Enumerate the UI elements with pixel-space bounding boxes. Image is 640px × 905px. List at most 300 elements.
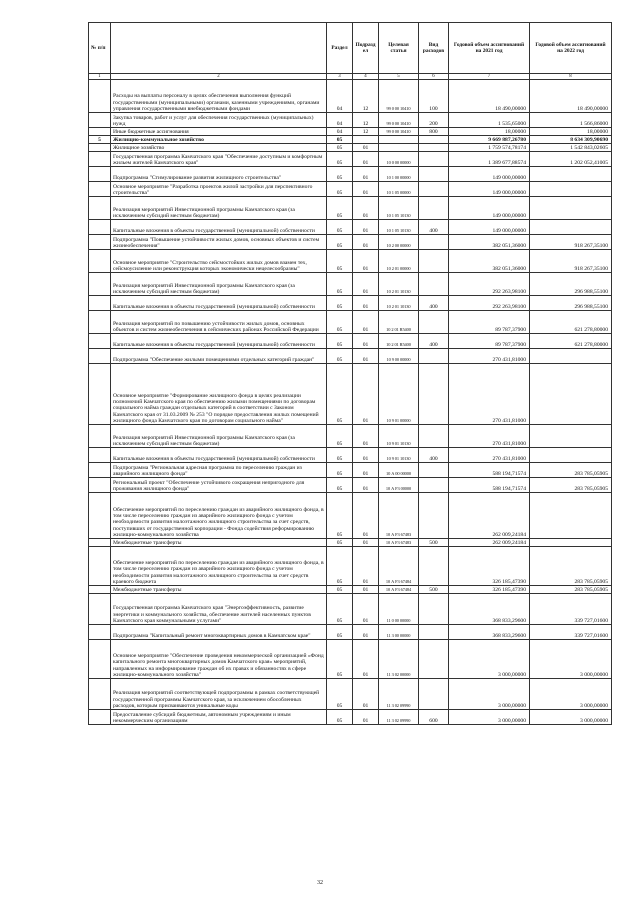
row-amount-2022: [530, 182, 612, 197]
row-amount-2021: 292 263,98100: [449, 273, 530, 296]
row-amount-2022: 18 490,00000: [530, 80, 612, 113]
row-amount-2022: [530, 349, 612, 364]
row-podrazdel: 12: [353, 113, 379, 128]
row-target-article: 10 0 00 00000: [379, 152, 419, 167]
row-number: [89, 594, 111, 625]
row-amount-2022: 283 785,05905: [530, 478, 612, 493]
row-number: [89, 197, 111, 220]
row-amount-2021: 149 000,00000: [449, 182, 530, 197]
row-amount-2022: [530, 493, 612, 539]
table-row: [89, 128, 612, 136]
row-target-article: [379, 144, 419, 152]
row-name: Региональный проект "Обеспечение устойчивого сокращения непригодного для проживания жилищного фонда": [111, 478, 327, 493]
table-row: [89, 679, 612, 710]
row-name: Реализация мероприятий Инвестиционной программы Камчатского края (за исключением субсидий местным бюджетам): [111, 425, 327, 448]
row-number: [89, 182, 111, 197]
row-amount-2021: 1 759 574,78174: [449, 144, 530, 152]
row-podrazdel: 01: [353, 425, 379, 448]
row-amount-2022: 339 727,01600: [530, 594, 612, 625]
table-row: [89, 640, 612, 679]
row-razdel: 05: [327, 625, 353, 640]
row-podrazdel: 01: [353, 547, 379, 586]
row-name: Основное мероприятие "Обеспечение проведения некоммерческой организацией «Фонд капитального ремонта многоквартирных домов Камчатского края» мероприятий, направленных на информирование граждан об их правах и обязанностях в сфере жилищно-коммунального хозяйства": [111, 640, 327, 679]
row-expense-type: [419, 136, 449, 144]
row-podrazdel: 01: [353, 478, 379, 493]
row-razdel: 05: [327, 144, 353, 152]
row-razdel: 05: [327, 640, 353, 679]
row-expense-type: [419, 167, 449, 182]
row-name: Подпрограмма "Стимулирование развития жилищного строительства": [111, 167, 327, 182]
row-amount-2022: 283 785,05905: [530, 463, 612, 478]
row-name: Государственная программа Камчатского края "Обеспечение доступным и комфортным жильем жителей Камчатского края": [111, 152, 327, 167]
col-number: 3: [327, 74, 353, 80]
row-podrazdel: 01: [353, 250, 379, 273]
table-row: [89, 625, 612, 640]
row-number: [89, 710, 111, 725]
row-expense-type: [419, 235, 449, 250]
row-expense-type: [419, 250, 449, 273]
header-2022: Годовой объем ассигнований на 2022 год: [530, 23, 612, 74]
row-podrazdel: 01: [353, 679, 379, 710]
row-podrazdel: 12: [353, 80, 379, 113]
col-number: 1: [89, 74, 111, 80]
row-podrazdel: 01: [353, 493, 379, 539]
row-expense-type: 400: [419, 296, 449, 311]
row-name: Обеспечение мероприятий по переселению граждан из аварийного жилищного фонда, в том числе переселению граждан из аварийного жилищного фонда с учетом необходимости развития малоэтажного жилищного строительства за счет средств, поступивших от государственной корпорации - Фонда содействия реформированию жилищно-коммунального хозяйства: [111, 493, 327, 539]
row-podrazdel: 01: [353, 640, 379, 679]
row-name: Реализация мероприятий по повышению устойчивости жилых домов, основных объектов и систем жизнеобеспечения в сейсмических районах Российской Федерации: [111, 311, 327, 334]
row-amount-2022: 3 000,00000: [530, 640, 612, 679]
row-podrazdel: 01: [353, 167, 379, 182]
row-amount-2021: 149 000,00000: [449, 197, 530, 220]
row-expense-type: [419, 463, 449, 478]
row-razdel: 05: [327, 167, 353, 182]
row-number: [89, 334, 111, 349]
row-target-article: 99 0 00 10410: [379, 80, 419, 113]
row-amount-2021: 368 833,29600: [449, 625, 530, 640]
row-target-article: 10 А 00 00000: [379, 463, 419, 478]
row-amount-2022: 1 202 052,41005: [530, 152, 612, 167]
budget-table: [88, 22, 612, 725]
row-amount-2021: 3 000,00000: [449, 679, 530, 710]
row-number: [89, 296, 111, 311]
row-podrazdel: 01: [353, 220, 379, 235]
row-amount-2021: 149 000,00000: [449, 167, 530, 182]
row-amount-2021: 270 431,81000: [449, 448, 530, 463]
row-amount-2022: 3 000,00000: [530, 679, 612, 710]
row-podrazdel: 01: [353, 273, 379, 296]
row-razdel: 05: [327, 182, 353, 197]
col-number: 6: [419, 74, 449, 80]
table-row: [89, 113, 612, 128]
row-name: Основное мероприятие "Формирование жилищного фонда в целях реализации полномочий Камчатского края по обеспечению жилыми помещениями по договорам социального найма граждан отдельных категорий в соответствии с Законом Камчатского края от 31.03.2009 № 253 "О порядке предоставления жилых помещений жилищного фонда Камчатского края по договорам социального найма": [111, 364, 327, 425]
row-podrazdel: 01: [353, 364, 379, 425]
row-number: [89, 493, 111, 539]
row-expense-type: 100: [419, 80, 449, 113]
row-number: [89, 128, 111, 136]
table-row: [89, 136, 612, 144]
header-num: № п/п: [89, 23, 111, 74]
row-target-article: 10 2 01 R5400: [379, 311, 419, 334]
row-podrazdel: 01: [353, 144, 379, 152]
row-target-article: 99 0 00 10410: [379, 113, 419, 128]
row-name: Жилищно-коммунальное хозяйство: [111, 136, 327, 144]
row-name: Жилищное хозяйство: [111, 144, 327, 152]
table-row: [89, 594, 612, 625]
row-amount-2021: 262 009,24184: [449, 493, 530, 539]
row-name: Расходы на выплаты персоналу в целях обеспечения выполнения функций государственными (муниципальными) органами, казенными учреждениями, органами управления государственными внебюджетными фондами: [111, 80, 327, 113]
header-cs: Целевая статья: [379, 23, 419, 74]
row-razdel: 05: [327, 197, 353, 220]
row-number: [89, 364, 111, 425]
row-expense-type: [419, 311, 449, 334]
table-row: [89, 463, 612, 478]
page-number: 32: [317, 880, 323, 886]
row-razdel: 05: [327, 220, 353, 235]
row-name: Иные бюджетные ассигнования: [111, 128, 327, 136]
row-razdel: 05: [327, 136, 353, 144]
row-number: [89, 679, 111, 710]
row-razdel: 05: [327, 448, 353, 463]
row-expense-type: [419, 152, 449, 167]
row-amount-2021: 368 833,29600: [449, 594, 530, 625]
row-podrazdel: 01: [353, 182, 379, 197]
row-target-article: 11 3 02 09990: [379, 679, 419, 710]
row-amount-2022: 918 267,35100: [530, 250, 612, 273]
row-name: Реализация мероприятий Инвестиционной программы Камчатского края (за исключением субсидий местным бюджетам): [111, 197, 327, 220]
row-amount-2021: 3 000,00000: [449, 640, 530, 679]
row-amount-2021: 326 185,47390: [449, 586, 530, 594]
row-target-article: 10 2 01 00000: [379, 250, 419, 273]
row-expense-type: [419, 640, 449, 679]
row-podrazdel: 01: [353, 311, 379, 334]
row-name: Государственная программа Камчатского края "Энергоэффективность, развитие энергетики и коммунального хозяйства, обеспечение жителей населенных пунктов Камчатского края коммунальными услугами": [111, 594, 327, 625]
row-amount-2021: 262 009,24184: [449, 539, 530, 547]
row-expense-type: [419, 547, 449, 586]
row-podrazdel: 01: [353, 710, 379, 725]
row-razdel: 05: [327, 710, 353, 725]
row-name: Реализация мероприятий соответствующей подпрограммы в рамках соответствующей государственной программы Камчатского края, за исключением обособленных расходов, которым присваиваются уникальные коды: [111, 679, 327, 710]
header-vr: Вид расходов: [419, 23, 449, 74]
row-podrazdel: 01: [353, 296, 379, 311]
col-number: 8: [530, 74, 612, 80]
row-target-article: 10 А F3 67484: [379, 586, 419, 594]
row-number: [89, 349, 111, 364]
row-number: [89, 167, 111, 182]
table-row: [89, 586, 612, 594]
row-name: Реализация мероприятий Инвестиционной программы Камчатского края (за исключением субсидий местным бюджетам): [111, 273, 327, 296]
header-razdel: Раздел: [327, 23, 353, 74]
row-amount-2021: 326 185,47390: [449, 547, 530, 586]
row-amount-2021: 588 194,71574: [449, 478, 530, 493]
table-row: [89, 311, 612, 334]
row-name: Предоставление субсидий бюджетным, автономным учреждениям и иным некоммерческим организациям: [111, 710, 327, 725]
table-row: [89, 235, 612, 250]
row-target-article: 10 А F3 67483: [379, 493, 419, 539]
row-podrazdel: 01: [353, 594, 379, 625]
row-name: Закупка товаров, работ и услуг для обеспечения государственных (муниципальных) нужд: [111, 113, 327, 128]
table-body: [89, 80, 612, 725]
table-row: [89, 273, 612, 296]
row-amount-2022: 339 727,01600: [530, 625, 612, 640]
row-expense-type: 200: [419, 113, 449, 128]
row-podrazdel: 01: [353, 152, 379, 167]
row-expense-type: 400: [419, 448, 449, 463]
row-amount-2021: 1 535,65000: [449, 113, 530, 128]
row-razdel: 05: [327, 273, 353, 296]
row-target-article: 11 3 00 00000: [379, 625, 419, 640]
row-amount-2022: [530, 167, 612, 182]
row-number: [89, 113, 111, 128]
row-amount-2022: [530, 539, 612, 547]
row-razdel: 05: [327, 425, 353, 448]
table-row: [89, 478, 612, 493]
row-number: [89, 273, 111, 296]
row-expense-type: 800: [419, 128, 449, 136]
row-number: [89, 425, 111, 448]
col-number: 7: [449, 74, 530, 80]
table-row: [89, 250, 612, 273]
row-amount-2021: 18,00000: [449, 128, 530, 136]
row-number: [89, 547, 111, 586]
row-amount-2021: 270 431,81000: [449, 364, 530, 425]
row-razdel: 05: [327, 364, 353, 425]
header-row: [89, 23, 612, 74]
table-row: [89, 296, 612, 311]
table-row: [89, 425, 612, 448]
row-amount-2022: 296 988,55100: [530, 273, 612, 296]
row-target-article: 10 А F3 67484: [379, 547, 419, 586]
table-row: [89, 349, 612, 364]
row-podrazdel: 01: [353, 235, 379, 250]
row-expense-type: 600: [419, 710, 449, 725]
row-expense-type: [419, 197, 449, 220]
budget-table-sheet: [88, 22, 611, 725]
row-target-article: 10 1 05 10130: [379, 220, 419, 235]
col-number: 4: [353, 74, 379, 80]
row-target-article: 10 1 05 10130: [379, 197, 419, 220]
row-target-article: 10 2 01 10130: [379, 296, 419, 311]
row-razdel: 04: [327, 113, 353, 128]
table-row: [89, 710, 612, 725]
row-expense-type: 400: [419, 220, 449, 235]
row-amount-2022: [530, 364, 612, 425]
table-row: [89, 448, 612, 463]
row-amount-2022: 1 542 843,02605: [530, 144, 612, 152]
row-target-article: 11 0 00 00000: [379, 594, 419, 625]
row-amount-2021: 1 389 677,88574: [449, 152, 530, 167]
header-2021: Годовой объем ассигнований на 2021 год: [449, 23, 530, 74]
row-target-article: 10 9 01 10130: [379, 448, 419, 463]
row-amount-2021: 3 000,00000: [449, 710, 530, 725]
row-number: [89, 539, 111, 547]
row-expense-type: [419, 349, 449, 364]
row-podrazdel: [353, 136, 379, 144]
row-name: Подпрограмма "Повышение устойчивости жилых домов, основных объектов и систем жизнеобеспечения": [111, 235, 327, 250]
row-amount-2022: [530, 425, 612, 448]
row-amount-2022: 296 988,55100: [530, 296, 612, 311]
row-podrazdel: 01: [353, 586, 379, 594]
table-row: [89, 334, 612, 349]
table-row: [89, 80, 612, 113]
row-podrazdel: 01: [353, 197, 379, 220]
row-expense-type: [419, 425, 449, 448]
table-row: [89, 547, 612, 586]
row-expense-type: [419, 625, 449, 640]
row-amount-2021: 270 431,81000: [449, 425, 530, 448]
row-amount-2022: 283 785,05905: [530, 586, 612, 594]
row-amount-2021: 89 787,37900: [449, 311, 530, 334]
row-razdel: 05: [327, 334, 353, 349]
row-razdel: 05: [327, 586, 353, 594]
row-razdel: 05: [327, 349, 353, 364]
row-number: [89, 478, 111, 493]
row-name: Межбюджетные трансферты: [111, 539, 327, 547]
header-podrazdel: Подраздел: [353, 23, 379, 74]
row-amount-2021: 382 051,36000: [449, 250, 530, 273]
row-razdel: 05: [327, 493, 353, 539]
row-amount-2022: 621 278,80000: [530, 334, 612, 349]
row-target-article: 10 1 00 00000: [379, 167, 419, 182]
row-amount-2021: 270 431,81000: [449, 349, 530, 364]
row-amount-2022: 8 634 309,90690: [530, 136, 612, 144]
row-podrazdel: 01: [353, 539, 379, 547]
row-razdel: 05: [327, 152, 353, 167]
row-razdel: 05: [327, 463, 353, 478]
row-amount-2022: 18,00000: [530, 128, 612, 136]
row-razdel: 05: [327, 235, 353, 250]
row-number: [89, 311, 111, 334]
table-row: [89, 182, 612, 197]
row-target-article: 10 1 05 00000: [379, 182, 419, 197]
table-row: [89, 144, 612, 152]
row-name: Межбюджетные трансферты: [111, 586, 327, 594]
row-razdel: 04: [327, 80, 353, 113]
row-name: Основное мероприятие "Разработка проектов жилой застройки для перспективного строительства": [111, 182, 327, 197]
row-expense-type: [419, 182, 449, 197]
row-target-article: 10 А F3 00000: [379, 478, 419, 493]
row-number: [89, 220, 111, 235]
row-expense-type: 500: [419, 539, 449, 547]
table-row: [89, 539, 612, 547]
row-target-article: 10 9 01 00000: [379, 364, 419, 425]
row-amount-2021: 9 669 887,26780: [449, 136, 530, 144]
row-amount-2021: 588 194,71574: [449, 463, 530, 478]
row-name: Капитальные вложения в объекты государственной (муниципальной) собственности: [111, 334, 327, 349]
row-amount-2022: [530, 197, 612, 220]
row-number: [89, 625, 111, 640]
row-amount-2022: 3 000,00000: [530, 710, 612, 725]
row-podrazdel: 01: [353, 448, 379, 463]
header-name: [111, 23, 327, 74]
row-number: [89, 463, 111, 478]
row-name: Капитальные вложения в объекты государственной (муниципальной) собственности: [111, 448, 327, 463]
row-name: Основное мероприятие "Строительство сейсмостойких жилых домов взамен тех, сейсмоусиление или реконструкция которых экономически нецелесообразны": [111, 250, 327, 273]
row-amount-2021: 18 490,00000: [449, 80, 530, 113]
row-expense-type: [419, 273, 449, 296]
row-podrazdel: 01: [353, 349, 379, 364]
row-name: Капитальные вложения в объекты государственной (муниципальной) собственности: [111, 220, 327, 235]
row-expense-type: 500: [419, 586, 449, 594]
row-podrazdel: 01: [353, 463, 379, 478]
row-name: Обеспечение мероприятий по переселению граждан из аварийного жилищного фонда, в том числе переселению граждан из аварийного жилищного фонда с учетом необходимости развития малоэтажного жилищного строительства за счет средств краевого бюджета: [111, 547, 327, 586]
row-number: [89, 640, 111, 679]
row-target-article: 10 2 01 R5400: [379, 334, 419, 349]
row-expense-type: [419, 478, 449, 493]
row-target-article: 10 А F3 67483: [379, 539, 419, 547]
col-number: 2: [111, 74, 327, 80]
row-number: [89, 152, 111, 167]
row-expense-type: [419, 364, 449, 425]
row-amount-2022: 918 267,35100: [530, 235, 612, 250]
row-expense-type: [419, 594, 449, 625]
row-number: [89, 448, 111, 463]
row-podrazdel: 01: [353, 334, 379, 349]
row-number: [89, 235, 111, 250]
row-target-article: 10 2 00 00000: [379, 235, 419, 250]
row-amount-2022: [530, 220, 612, 235]
row-podrazdel: 12: [353, 128, 379, 136]
col-number: 5: [379, 74, 419, 80]
row-razdel: 05: [327, 296, 353, 311]
row-name: Подпрограмма "Капитальный ремонт многоквартирных домов в Камчатском крае": [111, 625, 327, 640]
row-expense-type: 400: [419, 334, 449, 349]
table-row: [89, 197, 612, 220]
row-razdel: 04: [327, 128, 353, 136]
row-number: [89, 250, 111, 273]
row-razdel: 05: [327, 478, 353, 493]
row-amount-2021: 149 000,00000: [449, 220, 530, 235]
row-razdel: 05: [327, 539, 353, 547]
row-amount-2021: 292 263,98100: [449, 296, 530, 311]
row-name: Подпрограмма "Обеспечение жилыми помещениями отдельных категорий граждан": [111, 349, 327, 364]
row-expense-type: [419, 144, 449, 152]
row-name: Подпрограмма "Региональная адресная программа по переселению граждан из аварийного жилищного фонда": [111, 463, 327, 478]
row-expense-type: [419, 493, 449, 539]
row-target-article: 11 3 02 09990: [379, 710, 419, 725]
table-row: [89, 364, 612, 425]
row-target-article: 10 9 00 00000: [379, 349, 419, 364]
table-row: [89, 220, 612, 235]
row-target-article: 10 2 01 10130: [379, 273, 419, 296]
row-target-article: 99 0 00 10410: [379, 128, 419, 136]
table-row: [89, 167, 612, 182]
row-amount-2021: 382 051,36000: [449, 235, 530, 250]
row-target-article: 11 3 02 00000: [379, 640, 419, 679]
row-podrazdel: 01: [353, 625, 379, 640]
row-amount-2022: [530, 448, 612, 463]
row-razdel: 05: [327, 250, 353, 273]
row-number: 5: [89, 136, 111, 144]
row-razdel: 05: [327, 594, 353, 625]
row-target-article: 10 9 01 10130: [379, 425, 419, 448]
row-razdel: 05: [327, 311, 353, 334]
table-row: [89, 152, 612, 167]
row-amount-2022: 621 278,80000: [530, 311, 612, 334]
row-amount-2022: 1 566,86000: [530, 113, 612, 128]
row-target-article: [379, 136, 419, 144]
row-amount-2021: 89 787,37900: [449, 334, 530, 349]
row-number: [89, 586, 111, 594]
row-razdel: 05: [327, 679, 353, 710]
table-row: [89, 493, 612, 539]
row-name: Капитальные вложения в объекты государственной (муниципальной) собственности: [111, 296, 327, 311]
row-expense-type: [419, 679, 449, 710]
row-number: [89, 80, 111, 113]
row-razdel: 05: [327, 547, 353, 586]
row-amount-2022: 283 785,05905: [530, 547, 612, 586]
row-number: [89, 144, 111, 152]
